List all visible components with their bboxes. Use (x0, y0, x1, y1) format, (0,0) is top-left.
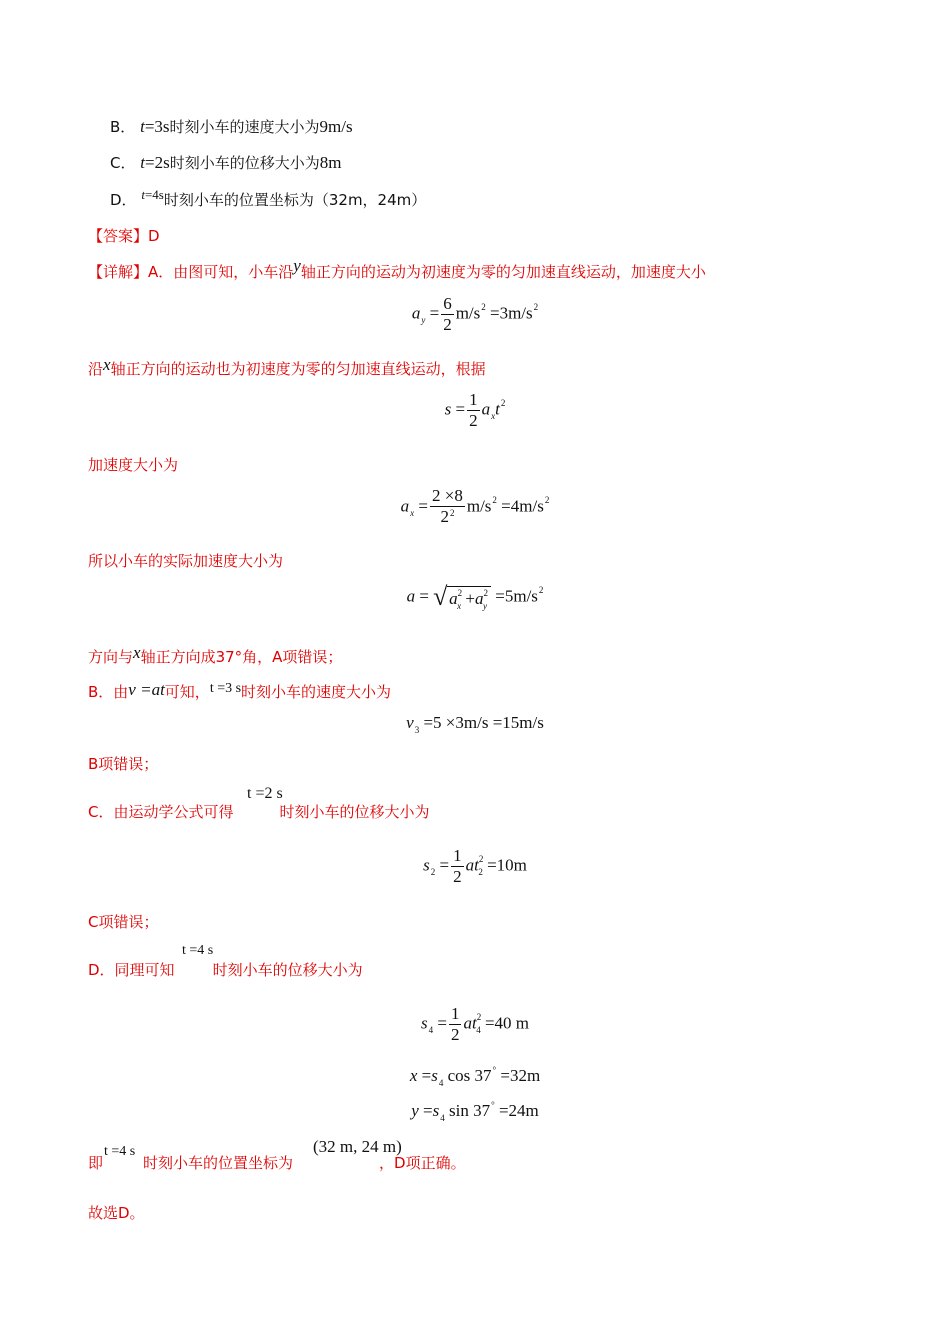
analysis-text: B．由 (88, 683, 129, 701)
analysis-text: 可知， (164, 683, 210, 701)
equation-x: $x =s_4$ cos 37° =32m (409, 1065, 541, 1088)
inline-t2: t =2 s (247, 785, 283, 802)
eq-symbol: at (465, 855, 479, 875)
eq-symbol: s (444, 399, 452, 419)
var-x: x (103, 355, 111, 374)
analysis-text: 轴正方向的运动为初速度为零的匀加速直线运动，加速度大小 (300, 263, 706, 281)
eq-subscript: y (483, 601, 488, 611)
eq-subscript: x (457, 601, 462, 611)
eq-symbol: a (411, 303, 421, 323)
option-c (110, 152, 341, 173)
option-d-text: 时刻小车的位置坐标为（32m，24m） (163, 191, 427, 209)
inline-coordinate: (32 m, 24 m) (313, 1137, 402, 1156)
answer-line (88, 225, 160, 246)
option-b-eq: =3s (144, 117, 170, 136)
eq-subscript: 2 (478, 867, 483, 878)
option-b-letter: B． (110, 118, 136, 136)
analysis-text: 沿 (88, 360, 104, 378)
fraction-denominator: 2 (443, 315, 452, 334)
analysis-text: A．由图可知，小车沿 (148, 263, 294, 281)
equation-ay: $a_y$ = $\frac{6}{2}$ $m/s^2 =3m/s^2$ (411, 294, 539, 334)
analysis-text: 时刻小车的位移大小为 (279, 803, 430, 821)
eq-subscript: 2 (430, 867, 436, 878)
equation-y: $y =s_4$ sin 37° =24m (411, 1100, 539, 1123)
analysis-line-2 (88, 355, 486, 379)
option-d-t: t (141, 187, 145, 202)
fraction-numerator: 1 (450, 1004, 460, 1023)
eq-symbol: s (423, 855, 430, 875)
analysis-text: B项错误； (88, 755, 159, 773)
eq-symbol: a (406, 586, 416, 606)
eq-subscript: 3 (414, 725, 420, 735)
eq-subscript: 4 (440, 1113, 445, 1123)
analysis-line-3 (88, 454, 178, 475)
analysis-line-6 (88, 681, 391, 702)
eq-rhs: =24m (498, 1101, 539, 1120)
inline-t4: t =4 s (182, 943, 214, 958)
eq-symbol: s (432, 1101, 440, 1120)
eq-unit: m/s (466, 496, 492, 516)
option-d-eq: =4s (144, 187, 164, 202)
option-c-text: 时刻小车的位移大小为 (169, 154, 320, 172)
analysis-line-13 (88, 1152, 466, 1173)
fraction-numerator: 1 (469, 390, 478, 409)
option-c-eq: =2s (145, 153, 170, 172)
analysis-text: C．由运动学公式可得 (88, 803, 234, 821)
fraction-denominator: 2 (453, 867, 462, 886)
eq-symbol: s (420, 1013, 428, 1033)
fraction-denominator: 2 (450, 1025, 460, 1044)
var-y: y (293, 256, 301, 275)
analysis-line-1 (88, 256, 706, 282)
analysis-line-4 (88, 550, 283, 571)
fraction-numerator: 2 ×8 (432, 486, 463, 505)
equation-s: s = $\frac{1}{2}$ $a_xt^2$ (444, 390, 506, 430)
option-d-letter: D． (110, 191, 137, 209)
eq-rhs: =5m/s (495, 586, 538, 606)
eq-symbol: s (431, 1066, 438, 1085)
eq-symbol: t (495, 399, 500, 419)
analysis-text: 时刻小车的速度大小为 (241, 683, 392, 701)
eq-rhs: =3m/s (490, 303, 533, 323)
fraction-numerator: 6 (443, 294, 452, 313)
answer-value: D (148, 227, 160, 245)
analysis-text: C项错误； (88, 913, 159, 931)
analysis-text: ，D项正确。 (379, 1154, 466, 1172)
eq-rhs: =5 ×3m/s =15m/s (423, 713, 544, 732)
eq-inline: v =at (128, 680, 165, 699)
eq-inline: t =3 s (209, 681, 242, 696)
analysis-text: 时刻小车的位置坐标为 (143, 1154, 294, 1172)
analysis-line-9 (88, 911, 158, 932)
option-b (110, 116, 353, 137)
eq-symbol: a (481, 399, 491, 419)
analysis-text: 轴正方向成37°角，A项错误； (140, 648, 343, 666)
analysis-line-8 (88, 801, 430, 822)
eq-symbol: v (406, 713, 414, 732)
eq-symbol: a (475, 589, 484, 608)
eq-symbol: x (409, 1066, 418, 1085)
eq-rhs: =10m (487, 855, 527, 875)
eq-unit: m/s (455, 303, 481, 323)
option-c-t: t (140, 153, 145, 172)
eq-subscript: y (421, 315, 426, 326)
fraction-numerator: 1 (453, 846, 462, 865)
eq-symbol: a (400, 496, 410, 516)
eq-symbol: at (463, 1013, 477, 1033)
analysis-text: D．同理可知 (88, 961, 175, 979)
option-c-letter: C． (110, 154, 136, 172)
eq-rhs: =4m/s (501, 496, 544, 516)
eq-degree: ° (491, 1100, 495, 1110)
eq-rhs: =32m (500, 1066, 541, 1085)
equation-ax: $a_x$ = $\frac{2 \times 8}{2^2}$ $m/s^2 =4m/s^2$ (400, 486, 550, 526)
eq-subscript: 4 (438, 1078, 444, 1088)
analysis-line-5 (88, 643, 343, 667)
analysis-text: 所以小车的实际加速度大小为 (88, 552, 284, 570)
fraction-denominator: 2 (469, 411, 478, 430)
option-c-val: 8m (319, 153, 342, 172)
answer-label: 【答案】 (88, 227, 149, 245)
eq-subscript: 4 (476, 1025, 481, 1036)
eq-subscript: x (410, 508, 415, 519)
eq-symbol: a (449, 589, 458, 608)
equation-v3 (0, 713, 950, 733)
analysis-text: 时刻小车的位移大小为 (212, 961, 363, 979)
analysis-line-14 (88, 1202, 145, 1223)
analysis-text: 加速度大小为 (88, 456, 179, 474)
equation-s4: $s_4$ = $\frac{1}{2}$ $at^2_4 =40$ m (420, 1004, 529, 1044)
option-d (110, 189, 426, 210)
analysis-text: 故选D。 (88, 1204, 145, 1222)
analysis-label: 【详解】 (88, 263, 149, 281)
option-b-text: 时刻小车的速度大小为 (169, 118, 320, 136)
eq-rhs: =40 m (484, 1013, 529, 1033)
analysis-line-10 (88, 959, 363, 980)
var-x: x (133, 643, 141, 662)
eq-degree: ° (492, 1065, 497, 1075)
option-b-t: t (140, 117, 145, 136)
inline-t4-b: t =4 s (104, 1144, 136, 1159)
fraction-denominator: 2 (440, 507, 449, 526)
equation-s2: $s_2$ = $\frac{1}{2}$ $at^2_2 =10m$ (423, 846, 527, 886)
eq-subscript: 4 (428, 1025, 434, 1036)
eq-function: cos 37 (447, 1066, 492, 1085)
eq-subscript: x (491, 411, 496, 422)
option-b-val: 9m/s (319, 117, 353, 136)
analysis-line-7 (88, 753, 158, 774)
analysis-text: 方向与 (88, 648, 134, 666)
eq-symbol: y (411, 1101, 419, 1120)
analysis-text: 轴正方向的运动也为初速度为零的匀加速直线运动，根据 (110, 360, 486, 378)
eq-function: sin 37 (449, 1101, 491, 1120)
eq-operator: + (465, 589, 476, 608)
equation-a: a = √ $a^2_x +a^2_y =5m/s^2$ (406, 582, 544, 611)
analysis-text: 即 (88, 1154, 104, 1172)
